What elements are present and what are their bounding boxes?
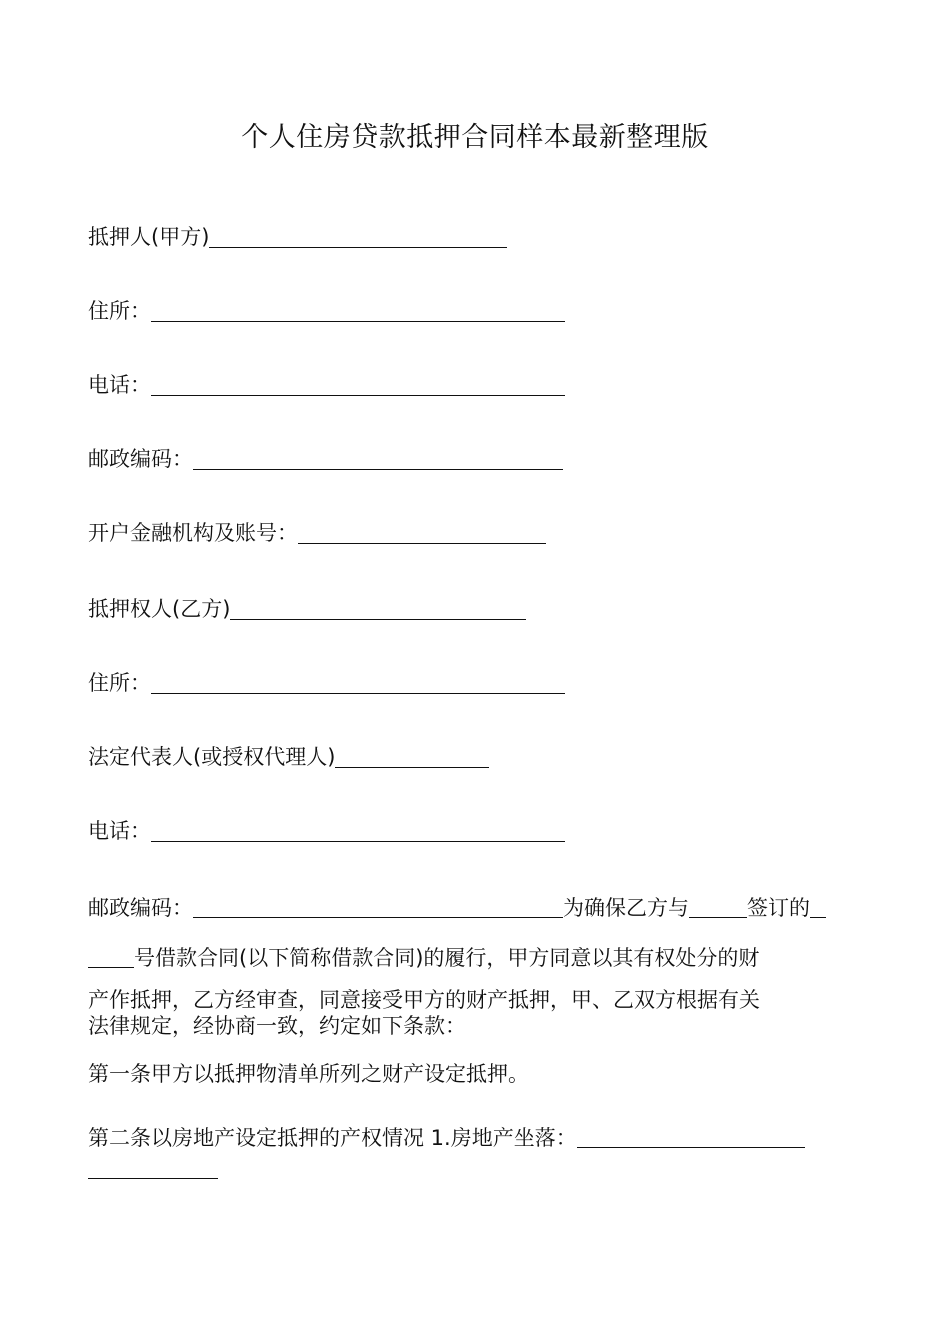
mortgagee-blank[interactable]	[230, 599, 526, 620]
mortgagor-bank-line	[88, 518, 546, 548]
document-title: 个人住房贷款抵押合同样本最新整理版	[241, 122, 709, 153]
article-2-continued	[88, 1158, 864, 1183]
body-line1-b: 签订的	[747, 896, 810, 920]
mortgagor-phone-blank[interactable]	[151, 375, 565, 396]
mortgagor-line	[88, 222, 507, 252]
mortgagee-postcode-label: 邮政编码：	[88, 896, 193, 920]
mortgagor-address-line	[88, 296, 565, 326]
mortgagor-postcode-line	[88, 444, 563, 474]
mortgagee-address-label: 住所：	[88, 671, 151, 695]
mortgagee-address-blank[interactable]	[151, 673, 565, 694]
body-line2: 号借款合同(以下简称借款合同)的履行，甲方同意以其有权处分的财	[134, 946, 760, 970]
paragraph-line-4	[88, 1010, 864, 1040]
mortgagor-phone-line	[88, 370, 565, 400]
mortgagee-phone-label: 电话：	[88, 819, 151, 843]
mortgagor-phone-label: 电话：	[88, 373, 151, 397]
paragraph-line-2	[88, 942, 864, 972]
mortgagee-label: 抵押权人(乙方)	[88, 597, 231, 621]
mortgagor-address-label: 住所：	[88, 299, 151, 323]
mortgagor-blank[interactable]	[209, 227, 507, 248]
article-2-text: 第二条以房地产设定抵押的产权情况 1.房地产坐落：	[88, 1126, 577, 1150]
article-1-text: 第一条甲方以抵押物清单所列之财产设定抵押。	[88, 1062, 529, 1086]
property-location-blank-end[interactable]	[88, 1158, 218, 1179]
property-location-blank-start[interactable]	[577, 1127, 805, 1148]
mortgagee-line	[88, 594, 526, 624]
body-line1-a: 为确保乙方与	[563, 896, 689, 920]
body-line4: 法律规定，经协商一致，约定如下条款：	[88, 1014, 466, 1038]
mortgagor-bank-label: 开户金融机构及账号：	[88, 521, 298, 545]
legal-rep-label: 法定代表人(或授权代理人)	[88, 745, 336, 769]
mortgagor-postcode-blank[interactable]	[193, 449, 563, 470]
counterparty-blank[interactable]	[689, 897, 747, 918]
mortgagee-postcode-blank[interactable]	[193, 897, 563, 918]
article-1	[88, 1058, 864, 1088]
mortgagor-label: 抵押人(甲方)	[88, 225, 210, 249]
contract-number-blank-start[interactable]	[810, 897, 826, 918]
paragraph-line-1	[88, 892, 864, 922]
mortgagee-address-line	[88, 668, 565, 698]
legal-rep-blank[interactable]	[335, 747, 489, 768]
mortgagee-phone-blank[interactable]	[151, 821, 565, 842]
article-2	[88, 1122, 864, 1152]
body-line3: 产作抵押，乙方经审查，同意接受甲方的财产抵押，甲、乙双方根据有关	[88, 988, 760, 1012]
mortgagee-phone-line	[88, 816, 565, 846]
mortgagor-postcode-label: 邮政编码：	[88, 447, 193, 471]
legal-rep-line	[88, 742, 489, 772]
contract-number-blank-end[interactable]	[88, 947, 134, 968]
mortgagor-bank-blank[interactable]	[298, 523, 546, 544]
mortgagor-address-blank[interactable]	[151, 301, 565, 322]
